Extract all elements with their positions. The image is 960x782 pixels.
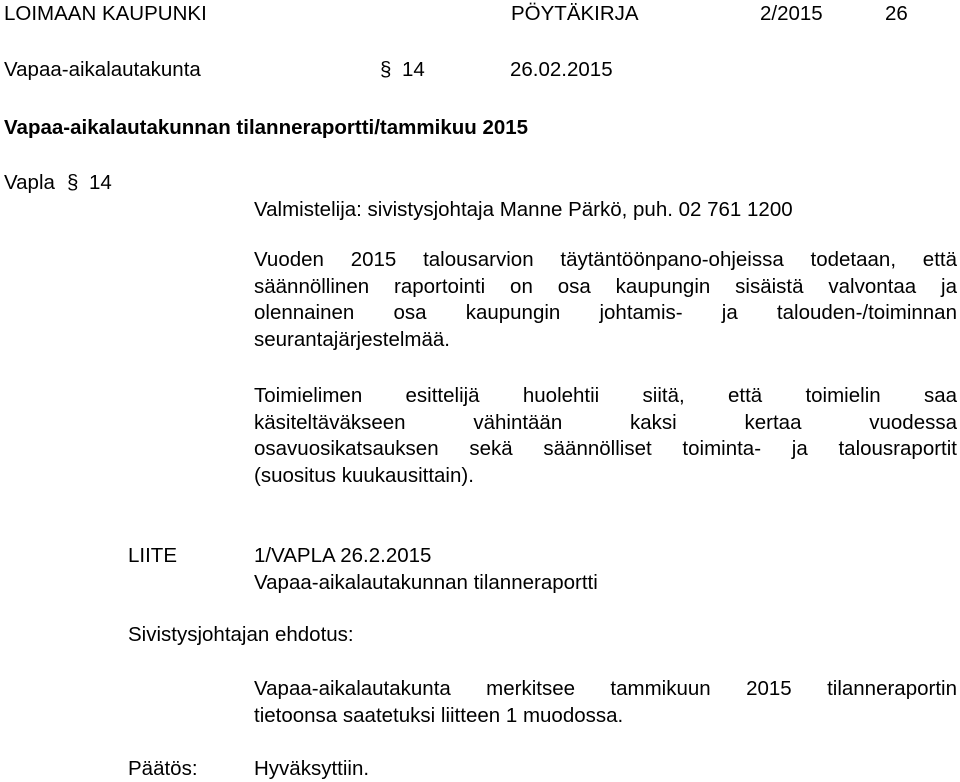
page-number: 26	[885, 2, 908, 25]
reference-number: 14	[89, 171, 112, 194]
paragraph-intro	[254, 247, 957, 353]
document-type: PÖYTÄKIRJA	[511, 2, 639, 25]
document-number: 2/2015	[760, 2, 823, 25]
item-title: Vapaa-aikalautakunnan tilanneraportti/tammikuu 2015	[4, 116, 529, 139]
paragraph-line: Vapaa-aikalautakunta merkitsee tammikuun 2015 tilanneraportin	[254, 677, 957, 700]
paragraph-line: Toimielimen esittelijä huolehtii siitä, että toimielin saa	[254, 384, 957, 407]
reference-symbol: §	[67, 171, 79, 194]
attachment-name: Vapaa-aikalautakunnan tilanneraportti	[254, 571, 598, 594]
paragraph-line: seurantajärjestelmää.	[254, 327, 450, 351]
paragraph-line: käsiteltäväkseen vähintään kaksi kertaa vuodessa	[254, 410, 957, 434]
committee-name: Vapaa-aikalautakunta	[4, 58, 201, 81]
paragraph-line: olennainen osa kaupungin johtamis- ja talouden-/toiminnan	[254, 301, 957, 324]
paragraph-line: Vuoden 2015 talousarvion täytäntöönpano-ohjeissa todetaan, että	[254, 248, 957, 271]
section-number: 14	[402, 58, 425, 81]
paragraph-reporting	[254, 383, 957, 489]
proposal-text	[254, 676, 957, 729]
paragraph-line: säännöllinen raportointi on osa kaupungin sisäistä valvontaa ja	[254, 274, 957, 298]
meeting-date: 26.02.2015	[510, 58, 613, 81]
attachment-label: LIITE	[128, 544, 177, 567]
paragraph-line: tietoonsa saatetuksi liitteen 1 muodossa.	[254, 703, 624, 727]
reference-prefix: Vapla	[4, 171, 55, 194]
section-symbol: §	[380, 58, 392, 81]
organization-name: LOIMAAN KAUPUNKI	[4, 2, 207, 25]
paragraph-line: osavuosikatsauksen sekä säännölliset toiminta- ja talousraportit	[254, 437, 957, 460]
decision-label: Päätös:	[128, 757, 198, 780]
paragraph-line: (suositus kuukausittain).	[254, 463, 474, 487]
attachment-reference: 1/VAPLA 26.2.2015	[254, 544, 432, 567]
proposal-label: Sivistysjohtajan ehdotus:	[128, 623, 354, 646]
decision-text: Hyväksyttiin.	[254, 757, 370, 780]
preparer-line: Valmistelija: sivistysjohtaja Manne Pärkö, puh. 02 761 1200	[254, 198, 793, 221]
